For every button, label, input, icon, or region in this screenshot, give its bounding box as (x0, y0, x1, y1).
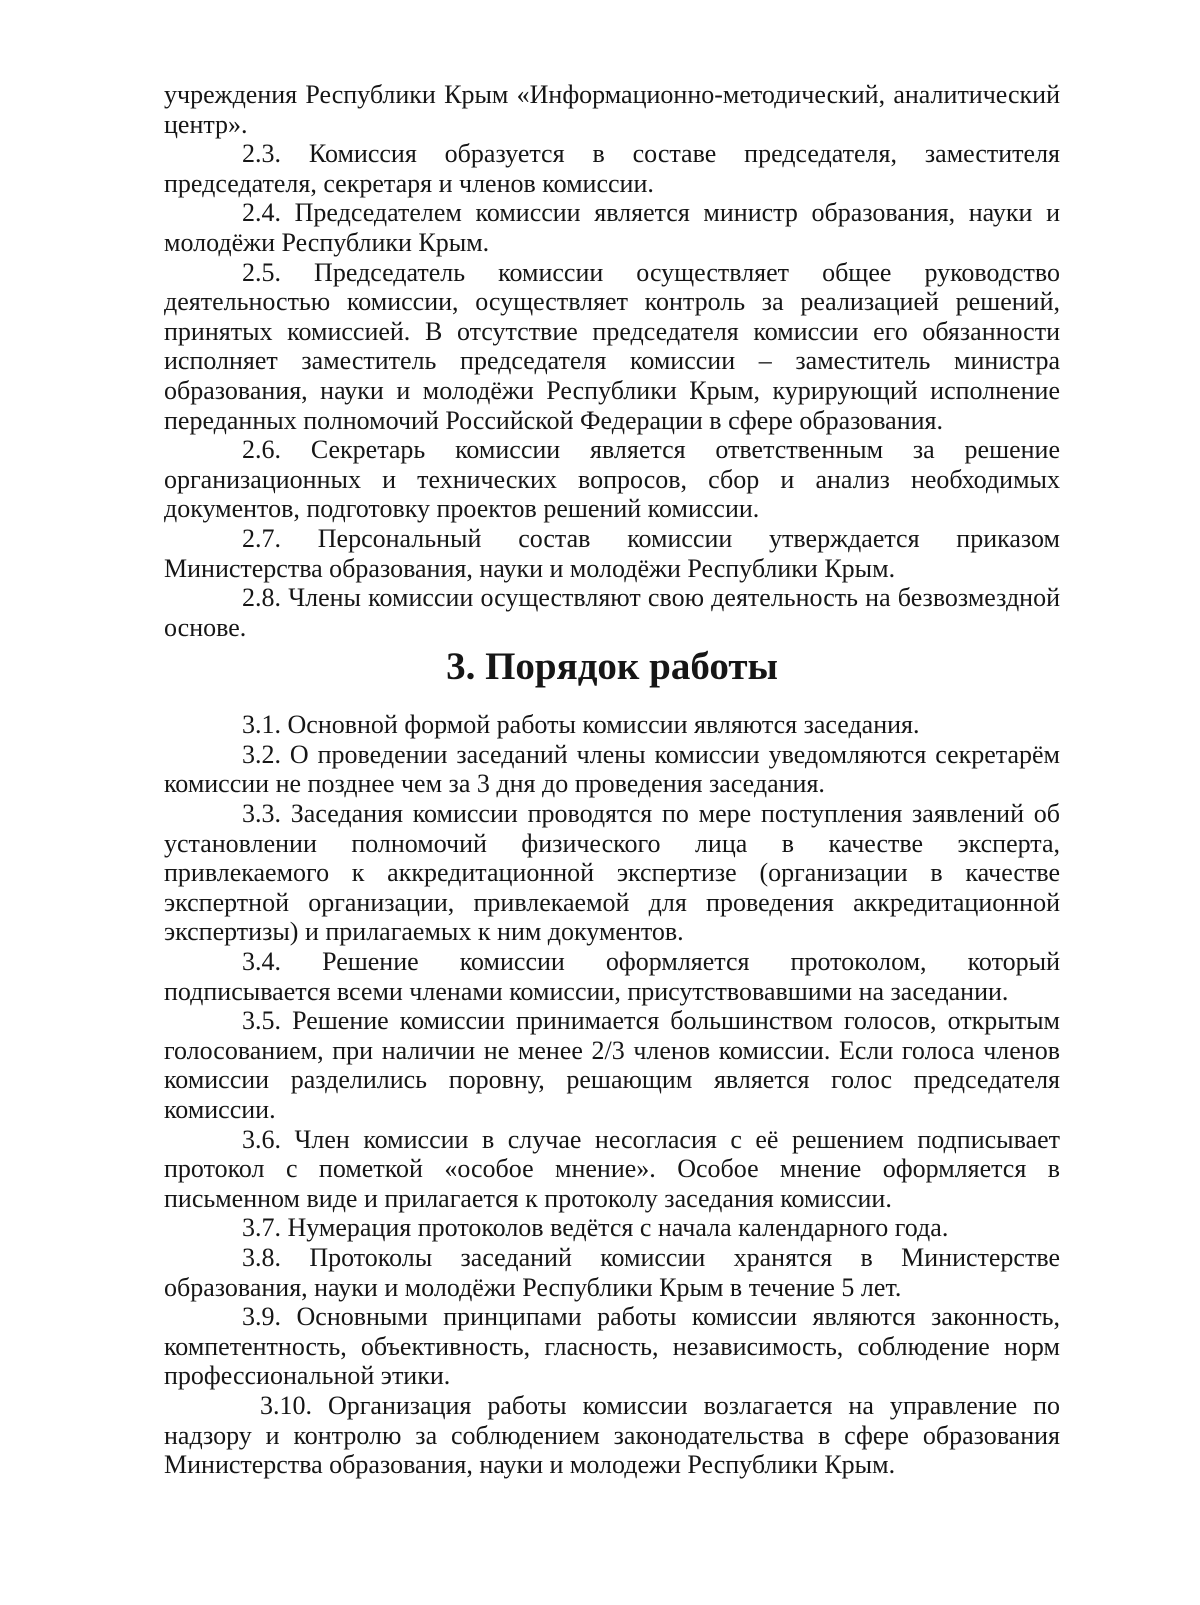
paragraph-3-5: 3.5. Решение комиссии принимается большинством голосов, открытым голосованием, при наличии не менее 2/3 членов комиссии. Если голоса членов комиссии разделились поровну, решающим является голос председателя комиссии. (164, 1006, 1060, 1124)
section-3-heading: 3. Порядок работы (446, 645, 778, 689)
paragraph-2-4: 2.4. Председателем комиссии является министр образования, науки и молодёжи Республики Крым. (164, 198, 1060, 257)
paragraph-2-5: 2.5. Председатель комиссии осуществляет общее руководство деятельностью комиссии, осуществляет контроль за реализацией решений, принятых комиссией. В отсутствие председателя комиссии его обязанности исполняет заместитель председателя комиссии – заместитель министра образования, науки и молодёжи Республики Крым, курирующий исполнение переданных полномочий Российской Федерации в сфере образования. (164, 257, 1060, 435)
paragraph-3-4: 3.4. Решение комиссии оформляется протоколом, который подписывается всеми членами комиссии, присутствовавшими на заседании. (164, 947, 1060, 1006)
document-page (164, 80, 1060, 1480)
paragraph-2-6: 2.6. Секретарь комиссии является ответственным за решение организационных и технических вопросов, сбор и анализ необходимых документов, подготовку проектов решений комиссии. (164, 435, 1060, 524)
paragraph-3-8: 3.8. Протоколы заседаний комиссии хранятся в Министерстве образования, науки и молодёжи Республики Крым в течение 5 лет. (164, 1242, 1060, 1302)
paragraph-2-8: 2.8. Члены комиссии осуществляют свою деятельность на безвозмездной основе. (164, 583, 1060, 642)
paragraph-3-10: 3.10. Организация работы комиссии возлагается на управление по надзору и контролю за соблюдением законодательства в сфере образования Министерства образования, науки и молодежи Республики Крым. (164, 1390, 1060, 1480)
paragraph-2-7: 2.7. Персональный состав комиссии утверждается приказом Министерства образования, науки и молодёжи Республики Крым. (164, 523, 1060, 583)
paragraph-3-1: 3.1. Основной формой работы комиссии являются заседания. (242, 710, 920, 740)
paragraph-3-2: 3.2. О проведении заседаний члены комиссии уведомляются секретарём комиссии не позднее чем за 3 дня до проведения заседания. (164, 739, 1060, 799)
spacer (164, 696, 1060, 710)
paragraph-3-9: 3.9. Основными принципами работы комиссии являются законность, компетентность, объективность, гласность, независимость, соблюдение норм профессиональной этики. (164, 1302, 1060, 1391)
paragraph-2-2-continuation: учреждения Республики Крым «Информационно-методический, аналитический центр». (164, 80, 1060, 139)
paragraph-3-3: 3.3. Заседания комиссии проводятся по мере поступления заявлений об установлении полномочий физического лица в качестве эксперта, привлекаемого к аккредитационной экспертизе (организации в качестве экспертной организации, привлекаемой для проведения аккредитационной экспертизы) и прилагаемых к ним документов. (164, 799, 1060, 947)
paragraph-2-3: 2.3. Комиссия образуется в составе председателя, заместителя председателя, секретаря и членов комиссии. (164, 139, 1060, 198)
paragraph-3-7: 3.7. Нумерация протоколов ведётся с начала календарного года. (242, 1213, 949, 1243)
paragraph-3-6: 3.6. Член комиссии в случае несогласия с её решением подписывает протокол с пометкой «особое мнение». Особое мнение оформляется в письменном виде и прилагается к протоколу заседания комиссии. (164, 1124, 1060, 1213)
